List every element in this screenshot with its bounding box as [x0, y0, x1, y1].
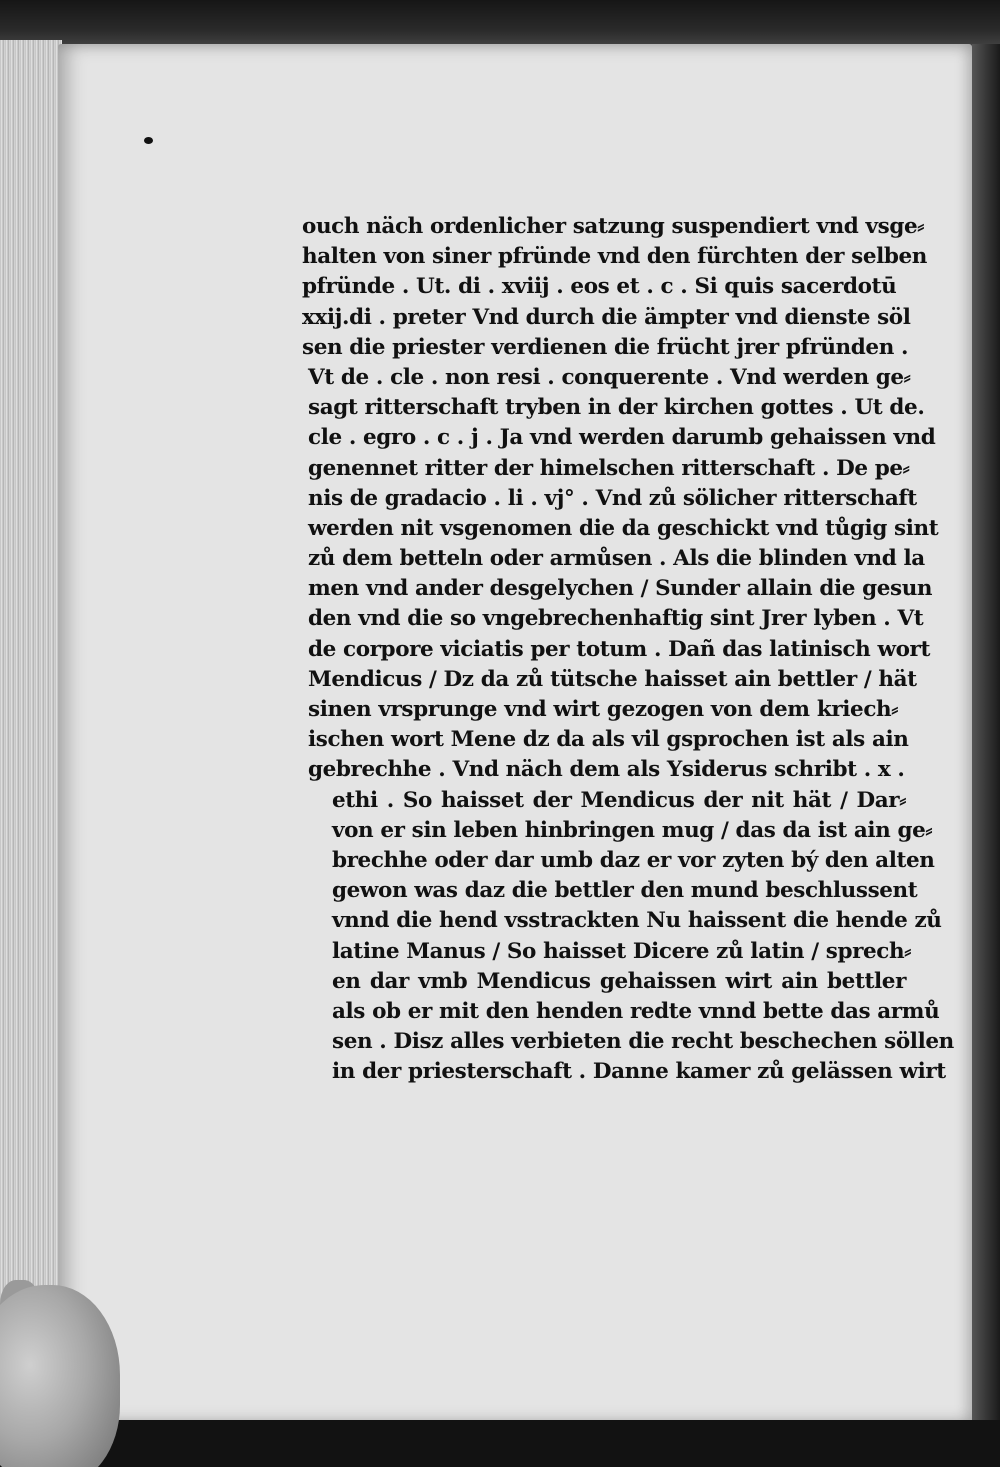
- text-line: von er sin leben hinbringen mug / das da ist ain ge⸗: [332, 817, 933, 843]
- text-line: en dar vmb Mendicus gehaissen wirt ain bettler: [332, 968, 906, 994]
- text-line: men vnd ander desgelychen / Sunder allain die gesun: [308, 576, 933, 602]
- text-line: ouch näch ordenlicher satzung suspendiert vnd vsge⸗: [302, 214, 924, 239]
- book-page-edges: [0, 40, 62, 1420]
- text-line: sagt ritterschaft tryben in der kirchen gottes . Ut de.: [308, 395, 925, 421]
- text-line: ethi . So haisset der Mendicus der nit hät / Dar⸗: [332, 787, 906, 813]
- book-cover-bottom: [0, 1420, 1000, 1467]
- book-cover-top: [0, 0, 1000, 50]
- text-line: zů dem betteln oder armůsen . Als die blinden vnd la: [308, 546, 925, 572]
- text-line: als ob er mit den henden redte vnnd bette das armů: [332, 998, 940, 1024]
- text-line: gewon was daz die bettler den mund beschlussent: [332, 878, 918, 904]
- text-line: latine Manus / So haisset Dicere zů latin / sprech⸗: [332, 938, 911, 964]
- text-line: halten von siner pfründe vnd den fürchten der selben: [302, 244, 928, 270]
- text-line: sen die priester verdienen die frücht jrer pfründen .: [302, 334, 909, 360]
- text-line: sen . Disz alles verbieten die recht beschechen söllen: [332, 1029, 954, 1055]
- text-line: Vt de . cle . non resi . conquerente . Vnd werden ge⸗: [308, 364, 911, 390]
- text-line: pfründe . Ut. di . xviij . eos et . c . Si quis sacerdotū: [302, 274, 897, 300]
- text-line: nis de gradacio . li . vj° . Vnd zů sölicher ritterschaft: [308, 485, 917, 511]
- text-line: cle . egro . c . j . Ja vnd werden darumb gehaissen vnd: [308, 425, 936, 451]
- text-line: xxij.di . preter Vnd durch die ämpter vnd dienste söl: [302, 304, 911, 330]
- text-line: vnnd die hend vsstrackten Nu haissent die hende zů: [332, 908, 942, 934]
- text-line: ischen wort Mene dz da als vil gsprochen ist als ain: [308, 727, 909, 753]
- text-line: gebrechhe . Vnd näch dem als Ysiderus schribt . x .: [308, 757, 905, 783]
- text-line: sinen vrsprunge vnd wirt gezogen von dem kriech⸗: [308, 697, 898, 722]
- ink-dot: [144, 137, 153, 144]
- text-line: Mendicus / Dz da zů tütsche haisset ain bettler / hät: [308, 666, 917, 692]
- text-line: genennet ritter der himelschen ritterschaft . De pe⸗: [308, 455, 910, 481]
- text-line: de corpore viciatis per totum . Dañ das latinisch wort: [308, 636, 930, 662]
- text-line: werden nit vsgenomen die da geschickt vnd tůgig sint: [308, 515, 939, 541]
- book-cover-right: [972, 44, 1000, 1444]
- text-line: in der priesterschaft . Danne kamer zů gelässen wirt: [332, 1059, 946, 1085]
- text-line: brechhe oder dar umb daz er vor zyten bý den alten: [332, 847, 935, 873]
- text-line: den vnd die so vngebrechenhaftig sint Jrer lyben . Vt: [308, 606, 924, 632]
- blackletter-text-block: [302, 212, 954, 1087]
